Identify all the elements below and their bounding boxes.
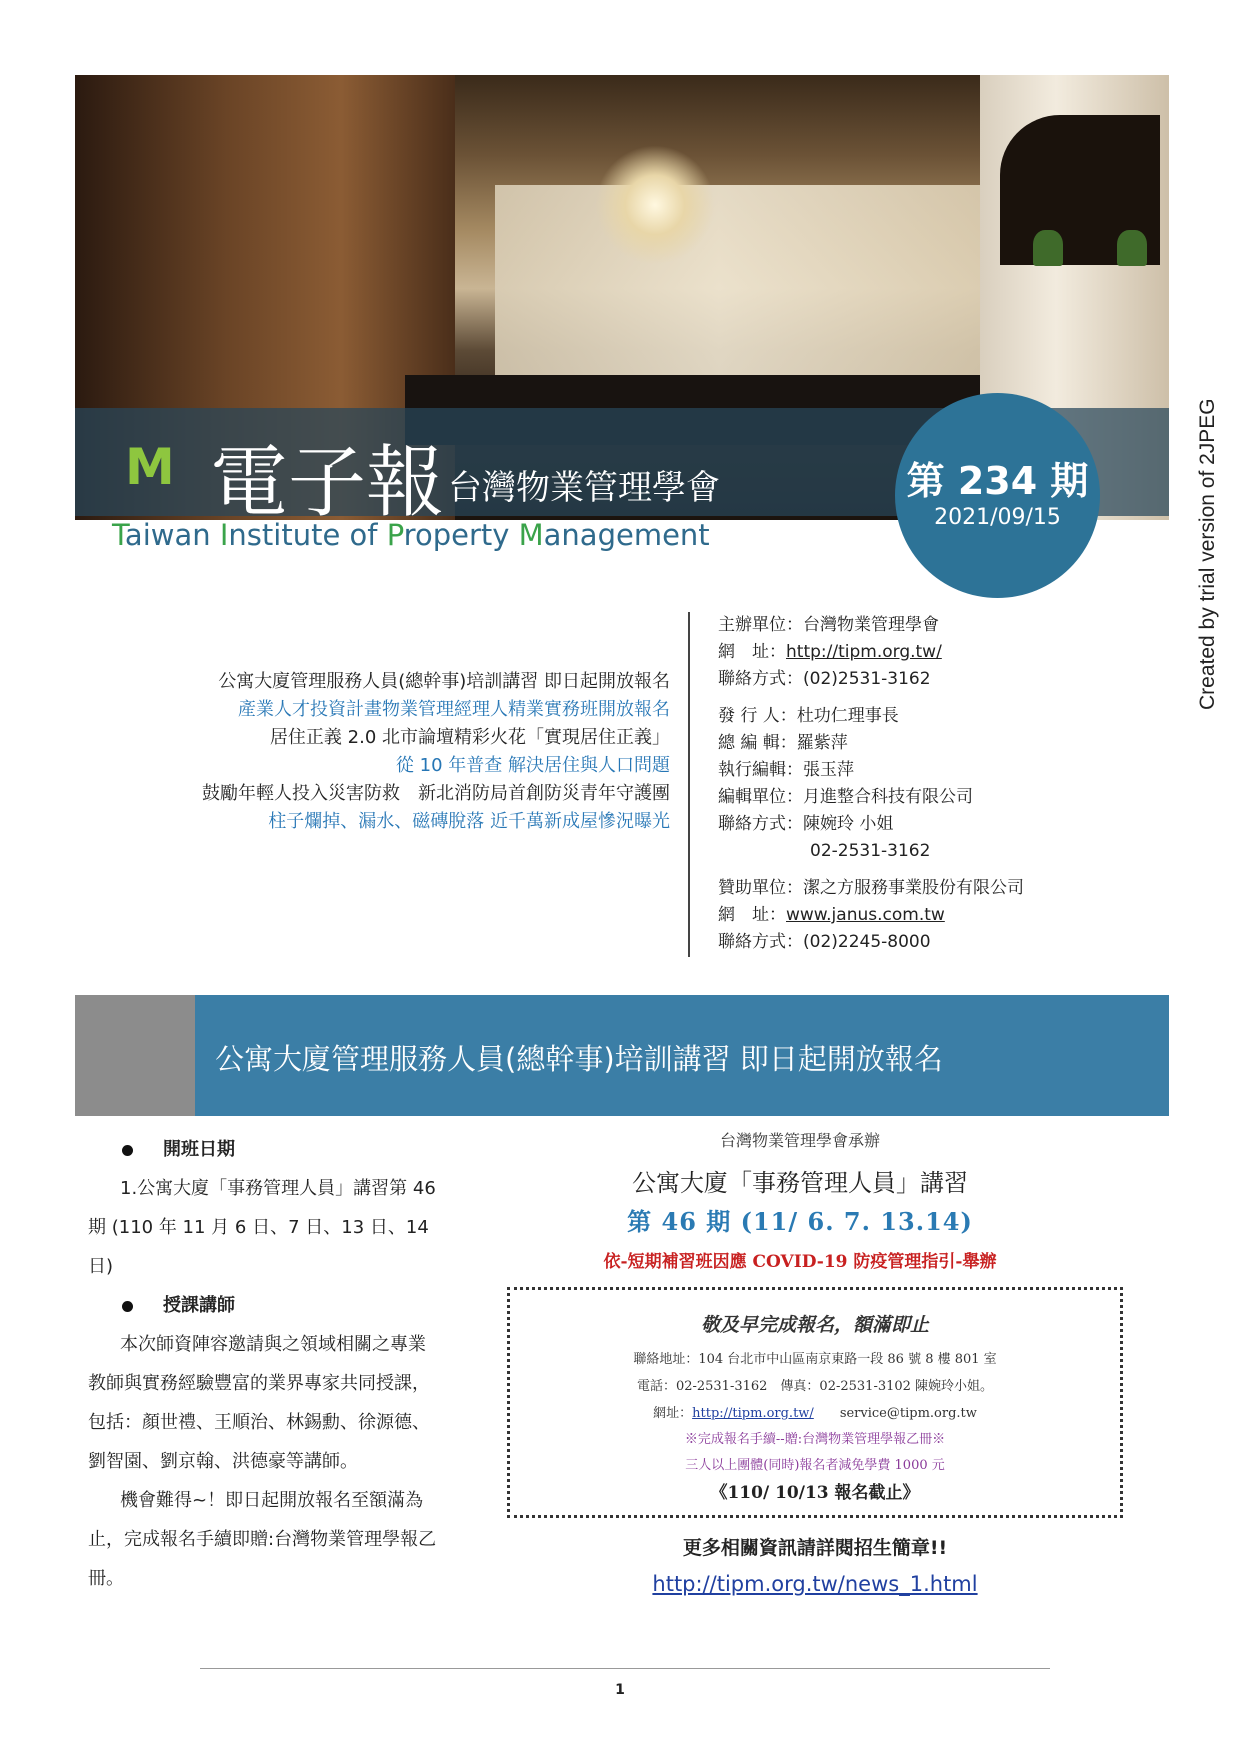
flyer-title: 公寓大廈「事務管理人員」講習 — [632, 1169, 968, 1197]
discount-note: 三人以上團體(同時)報名者減免學費 1000 元 — [685, 1458, 945, 1473]
bullet-icon — [122, 1301, 133, 1312]
org-name: 台灣物業管理學會 — [448, 468, 720, 508]
toc-item[interactable]: 居住正義 2.0 北市論壇精彩火花「實現居住正義」 — [269, 727, 670, 748]
edit-contact-line: 聯絡方式：陳婉玲 小姐 — [718, 814, 894, 834]
sponsor-line: 贊助單位：潔之方服務事業股份有限公司 — [718, 878, 1024, 898]
deadline-note: 《110/ 10/13 報名截止》 — [710, 1483, 920, 1503]
toc-item[interactable]: 柱子爛掉、漏水、磁磚脫落 近千萬新成屋慘況曝光 — [268, 811, 670, 832]
contact-email[interactable]: service@tipm.org.tw — [839, 1406, 977, 1421]
publication-info — [718, 612, 1138, 966]
contact-line: 聯絡方式：(02)2531-3162 — [718, 669, 931, 689]
toc-item[interactable]: 產業人才投資計畫物業管理經理人精業實務班開放報名 — [238, 699, 670, 720]
toc-item[interactable]: 公寓大廈管理服務人員(總幹事)培訓講習 即日起開放報名 — [218, 671, 670, 692]
brochure-link[interactable]: http://tipm.org.tw/news_1.html — [652, 1572, 978, 1596]
sponsor-web-line: 網 址：www.janus.com.tw — [718, 905, 945, 925]
flyer-website-link[interactable]: http://tipm.org.tw/ — [692, 1406, 814, 1421]
registration-heading: 敬及早完成報名，額滿即止 — [700, 1314, 929, 1336]
toc-item[interactable]: 鼓勵年輕人投入災害防救 新北消防局首創防災青年守護團 — [202, 783, 670, 804]
article-paragraph: 本次師資陣容邀請與之領域相關之專業教師與實務經驗豐富的業界專家共同授課，包括：顏世禮、王順治、林錫勳、徐源德、劉智園、劉京翰、洪德豪等講師。 — [88, 1334, 430, 1472]
web-line: 網 址：http://tipm.org.tw/ — [718, 642, 942, 662]
website-link[interactable]: http://tipm.org.tw/ — [786, 642, 942, 662]
flyer-organizer: 台灣物業管理學會承辦 — [719, 1131, 880, 1150]
host-line: 主辦單位：台灣物業管理學會 — [718, 615, 939, 635]
bullet-heading: 開班日期 — [88, 1130, 440, 1169]
issue-number: 第 234 期 — [906, 459, 1089, 503]
footer-divider — [200, 1668, 1050, 1669]
publisher-line: 發 行 人：杜功仁理事長 — [718, 706, 899, 726]
section-title: 公寓大廈管理服務人員(總幹事)培訓講習 即日起開放報名 — [215, 1042, 943, 1076]
article-body — [88, 1130, 440, 1598]
contact-phone: 電話：02-2531-3162 傳真：02-2531-3102 陳婉玲小姐。 — [636, 1379, 994, 1394]
flyer-session: 第 46 期 (11/ 6. 7. 13.14) — [627, 1207, 973, 1236]
editor-line: 總 編 輯：羅紫萍 — [718, 733, 848, 753]
sponsor-contact-line: 聯絡方式：(02)2245-8000 — [718, 932, 931, 952]
bullet-icon — [122, 1145, 133, 1156]
page-number: 1 — [615, 1682, 625, 1698]
sponsor-website-link[interactable]: www.janus.com.tw — [786, 905, 945, 925]
newsletter-title: 電子報 — [210, 438, 445, 528]
exec-editor-line: 執行編輯：張玉萍 — [718, 760, 854, 780]
toc-item[interactable]: 從 10 年普查 解決居住與人口問題 — [395, 755, 670, 776]
contact-web: 網址：http://tipm.org.tw/ service@tipm.org.tw — [653, 1406, 977, 1421]
edit-unit-line: 編輯單位：月進整合科技有限公司 — [718, 787, 973, 807]
edit-phone-line: 02-2531-3162 — [810, 841, 931, 861]
banner-accent — [75, 995, 195, 1116]
article-paragraph: 1.公寓大廈「事務管理人員」講習第 46 期 (110 年 11 月 6 日、7 日、13 日、14 日) — [88, 1178, 436, 1277]
watermark: Created by trial version of 2JPEG — [1196, 398, 1219, 710]
english-org-name: Taiwan Institute of Property Management — [112, 518, 710, 552]
logo-letter: M — [125, 438, 175, 496]
more-info-text: 更多相關資訊請詳閱招生簡章!! — [682, 1537, 948, 1559]
table-of-contents — [110, 668, 670, 836]
contact-address: 聯絡地址：104 台北市中山區南京東路一段 86 號 8 樓 801 室 — [633, 1352, 997, 1367]
issue-date: 2021/09/15 — [934, 505, 1061, 530]
bullet-heading: 授課講師 — [88, 1286, 440, 1325]
article-paragraph: 機會難得~！即日起開放報名至額滿為止，完成報名手續即贈:台灣物業管理學報乙冊。 — [88, 1490, 437, 1589]
vertical-divider — [688, 612, 690, 957]
flyer-covid-notice: 依-短期補習班因應 COVID-19 防疫管理指引-舉辦 — [603, 1252, 997, 1272]
gift-note: ※完成報名手續--贈:台灣物業管理學報乙冊※ — [684, 1432, 946, 1447]
